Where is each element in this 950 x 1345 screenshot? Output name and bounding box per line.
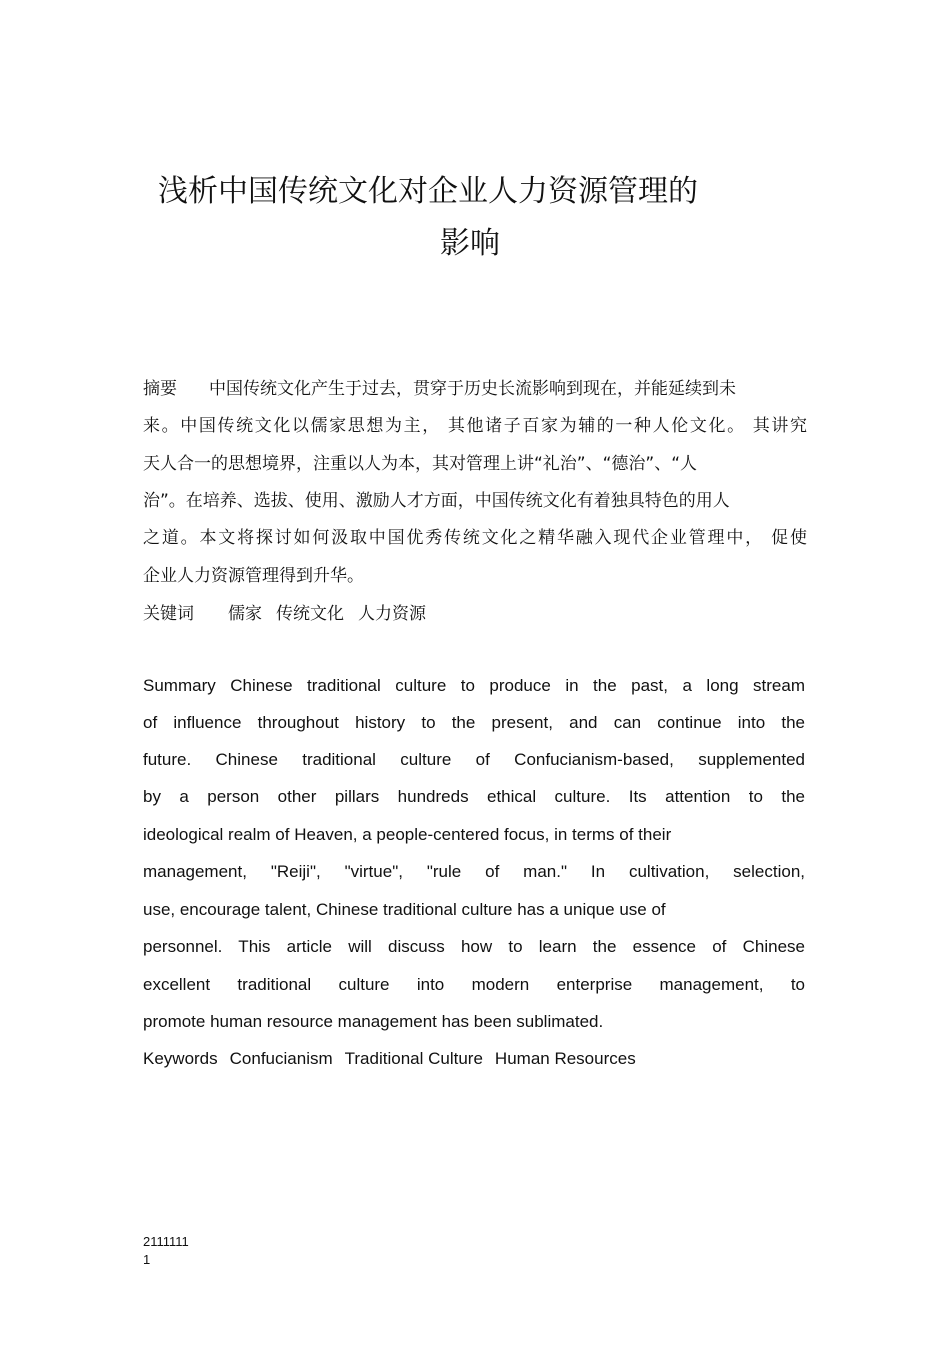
keywords-zh-label: 关键词 — [143, 604, 194, 624]
abstract-zh-line: 来。中国传统文化以儒家思想为主， 其他诸子百家为辅的一种人伦文化。 其讲究 — [143, 416, 807, 436]
abstract-en-line: of influence throughout history to the present, and can continue into the — [143, 713, 805, 732]
abstract-en-line: use, encourage talent, Chinese traditional culture has a unique use of — [143, 900, 666, 919]
page-number: 1 — [143, 1252, 151, 1267]
abstract-zh-line: 治”。在培养、选拔、使用、激励人才方面，中国传统文化有着独具特色的用人 — [143, 491, 730, 511]
keywords-en-label: Keywords — [143, 1049, 218, 1068]
abstract-en-line: future. Chinese traditional culture of Confucianism-based, supplemented — [143, 750, 805, 769]
abstract-en-line: ideological realm of Heaven, a people-centered focus, in terms of their — [143, 825, 672, 844]
keyword-en: Human Resources — [494, 1049, 636, 1068]
keyword-zh: 人力资源 — [358, 604, 426, 624]
abstract-en-line: management, "Reiji", "virtue", "rule of man." In cultivation, selection, — [143, 862, 805, 881]
abstract-zh-line: 之道。本文将探讨如何汲取中国优秀传统文化之精华融入现代企业管理中， 促使 — [143, 528, 807, 548]
abstract-en-line: Summary Chinese traditional culture to produce in the past, a long stream — [143, 676, 805, 695]
footer — [143, 1233, 189, 1269]
abstract-en-line: excellent traditional culture into modern enterprise management, to — [143, 975, 805, 994]
abstract-zh-label: 摘要 — [143, 379, 177, 399]
title-line-2: 影响 — [440, 226, 500, 261]
title-line-1: 浅析中国传统文化对企业人力资源管理的 — [158, 174, 698, 209]
keyword-en: Confucianism — [229, 1049, 333, 1068]
abstract-en-line: by a person other pillars hundreds ethical culture. Its attention to the — [143, 787, 805, 806]
abstract-en-line: promote human resource management has been sublimated. — [143, 1012, 604, 1031]
abstract-en-line: personnel. This article will discuss how to learn the essence of Chinese — [143, 937, 805, 956]
abstract-zh-line: 摘要 中国传统文化产生于过去，贯穿于历史长流影响到现在，并能延续到未 — [143, 379, 736, 399]
abstract-zh-line: 企业人力资源管理得到升华。 — [143, 566, 364, 586]
keyword-en: Traditional Culture — [344, 1049, 483, 1068]
keyword-zh: 儒家 — [228, 604, 262, 624]
keywords-en — [143, 1049, 805, 1069]
keywords-zh — [143, 599, 807, 624]
keyword-zh: 传统文化 — [276, 604, 344, 624]
footer-code: 2111111 — [143, 1234, 189, 1249]
abstract-zh-line: 天人合一的思想境界，注重以人为本，其对管理上讲“礼治”、“德治”、“人 — [143, 454, 698, 474]
